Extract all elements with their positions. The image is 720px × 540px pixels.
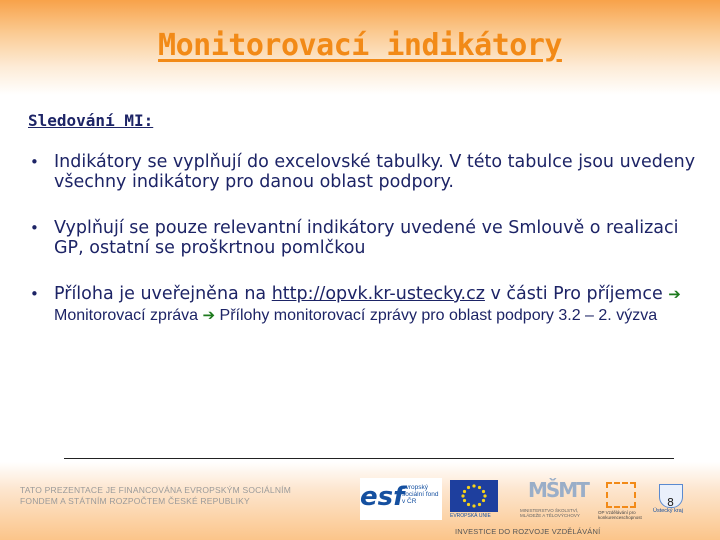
op-logo <box>598 478 648 520</box>
footer-divider <box>64 458 674 459</box>
op-caption: OP Vzdělávání pro konkurenceschopnost <box>598 510 642 520</box>
bullet-list <box>28 152 696 352</box>
arrow-right-icon: ➔ <box>202 306 216 324</box>
kraj-caption: Ústecký kraj <box>653 508 683 514</box>
esf-logo <box>360 478 442 520</box>
bullet-item <box>28 284 696 326</box>
opvk-link[interactable]: http://opvk.kr-ustecky.cz <box>271 284 485 304</box>
section-heading: Sledování MI: <box>28 111 154 130</box>
bullet-item <box>28 218 696 258</box>
bullet-dot-icon: • <box>30 153 39 171</box>
slide-title: Monitorovací indikátory <box>158 28 562 63</box>
bullet-text: Indikátory se vyplňují do excelovské tabulky. V této tabulce jsou uvedeny všechny indikátory pro danou oblast podpory. <box>54 152 696 192</box>
bullet-text: Monitorovací zpráva <box>54 307 203 324</box>
funding-note: TATO PREZENTACE JE FINANCOVÁNA EVROPSKÝM SOCIÁLNÍM FONDEM A STÁTNÍM ROZPOČTEM ČESKÉ REPUBLIKY <box>20 485 292 506</box>
msmt-logo <box>520 478 590 520</box>
eu-flag-icon <box>450 480 498 512</box>
msmt-mark: MŠMT <box>528 478 588 502</box>
eu-logo <box>450 478 502 520</box>
eu-caption: EVROPSKÁ UNIE <box>450 513 491 519</box>
page-number: 8 <box>667 496 674 509</box>
esf-text: evropský sociální fond v ČR <box>402 484 439 505</box>
bullet-item <box>28 152 696 192</box>
bullet-dot-icon: • <box>30 219 39 237</box>
op-frame-icon <box>606 482 636 508</box>
bullet-dot-icon: • <box>30 285 39 303</box>
bullet-text: Příloha je uveřejněna na <box>54 284 272 304</box>
bullet-text: Přílohy monitorovací zprávy pro oblast podpory 3.2 – 2. výzva <box>215 307 658 324</box>
bullet-text: v části Pro příjemce <box>484 284 669 304</box>
msmt-caption: MINISTERSTVO ŠKOLSTVÍ, MLÁDEŽE A TĚLOVÝCHOVY <box>520 508 580 518</box>
esf-mark: esf <box>360 482 405 512</box>
arrow-right-icon: ➔ <box>668 285 681 303</box>
bullet-text: Vyplňují se pouze relevantní indikátory uvedené ve Smlouvě o realizaci GP, ostatní se proškrtnou pomlčkou <box>54 218 679 258</box>
investment-slogan: INVESTICE DO ROZVOJE VZDĚLÁVÁNÍ <box>455 527 601 536</box>
